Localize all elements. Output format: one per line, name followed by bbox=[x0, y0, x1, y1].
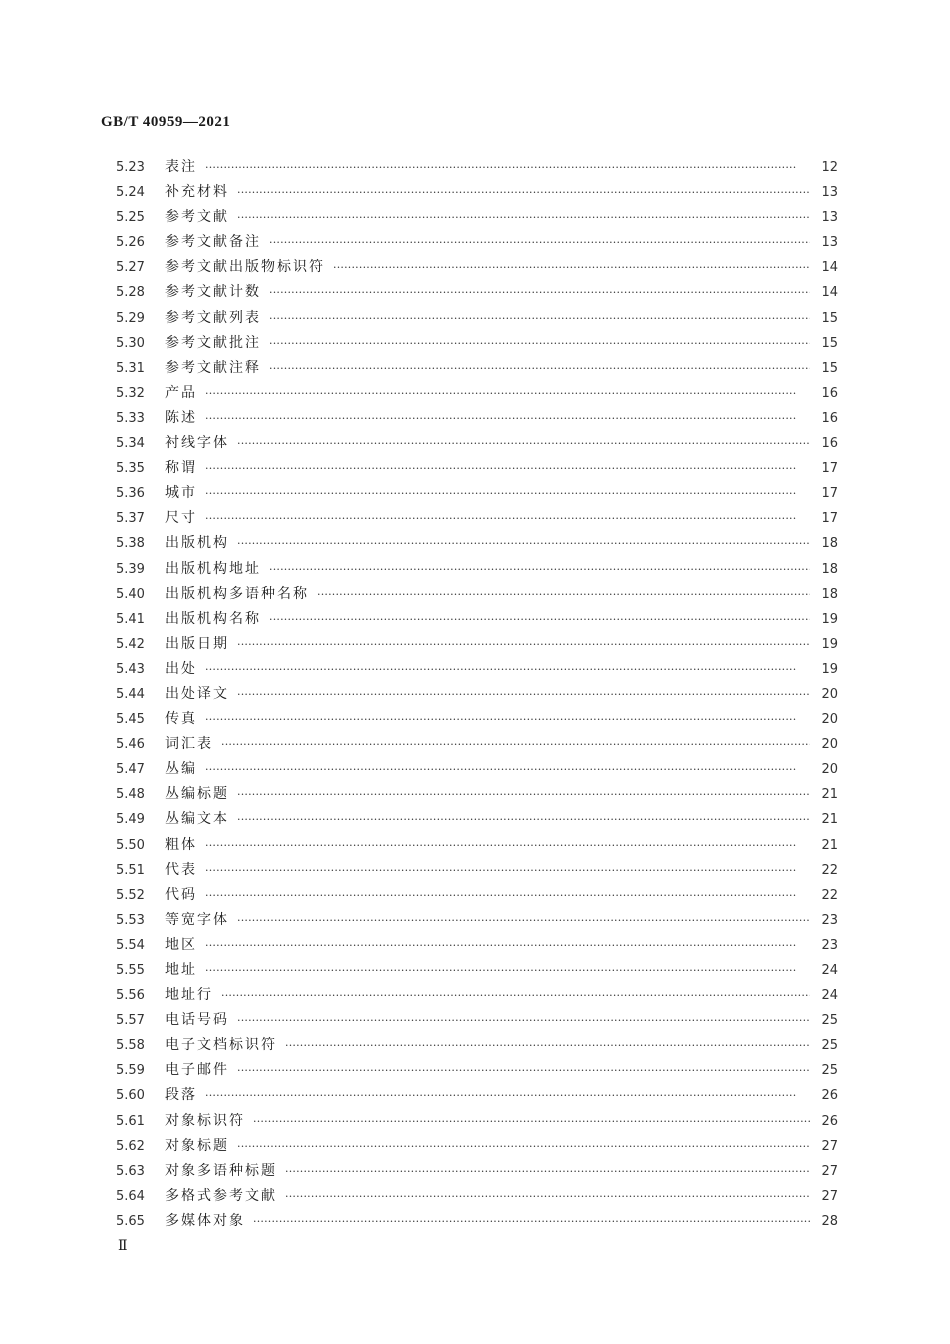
toc-entry-page: 15 bbox=[821, 335, 838, 351]
toc-entry-title: 城市 bbox=[165, 485, 197, 502]
toc-entry-number: 5.61 bbox=[116, 1113, 145, 1129]
toc-entry[interactable] bbox=[116, 732, 838, 757]
toc-entry[interactable] bbox=[116, 757, 838, 782]
toc-entry-page: 16 bbox=[821, 385, 838, 401]
toc-entry-page: 15 bbox=[821, 310, 838, 326]
toc-dot-leader bbox=[269, 607, 810, 632]
toc-entry[interactable] bbox=[116, 331, 838, 356]
toc-entry-number: 5.23 bbox=[116, 160, 145, 175]
toc-entry[interactable] bbox=[116, 1033, 838, 1058]
page-number: Ⅱ bbox=[118, 1239, 128, 1254]
toc-entry-title: 地区 bbox=[165, 936, 197, 953]
toc-entry[interactable] bbox=[116, 1159, 838, 1184]
toc-entry-number: 5.45 bbox=[116, 712, 145, 728]
toc-entry-title: 出处 bbox=[165, 660, 197, 677]
toc-entry-title: 出版机构多语种名称 bbox=[165, 585, 309, 602]
toc-entry[interactable] bbox=[116, 531, 838, 556]
toc-entry[interactable] bbox=[116, 782, 838, 807]
toc-entry-page: 22 bbox=[821, 887, 838, 903]
toc-entry-page: 19 bbox=[821, 661, 838, 677]
toc-entry-title: 参考文献批注 bbox=[165, 334, 261, 351]
toc-entry-title: 地址行 bbox=[165, 987, 213, 1004]
toc-dot-leader bbox=[237, 632, 810, 657]
toc-dot-leader bbox=[237, 1134, 810, 1159]
toc-entry-page: 19 bbox=[821, 636, 838, 652]
toc-entry-title: 段落 bbox=[165, 1087, 197, 1104]
document-header: GB/T 40959—2021 bbox=[101, 114, 231, 130]
toc-entry-number: 5.38 bbox=[116, 536, 145, 552]
toc-entry-title: 参考文献出版物标识符 bbox=[165, 259, 325, 276]
toc-entry-page: 12 bbox=[821, 160, 838, 175]
toc-entry-page: 25 bbox=[821, 1013, 838, 1029]
toc-entry-number: 5.58 bbox=[116, 1038, 145, 1054]
toc-entry-number: 5.25 bbox=[116, 210, 145, 226]
toc-entry-page: 27 bbox=[821, 1138, 838, 1154]
toc-entry[interactable] bbox=[116, 607, 838, 632]
toc-entry[interactable] bbox=[116, 1008, 838, 1033]
toc-dot-leader bbox=[205, 707, 810, 732]
toc-entry-page: 27 bbox=[821, 1188, 838, 1204]
toc-entry-page: 22 bbox=[821, 862, 838, 878]
toc-dot-leader bbox=[269, 331, 810, 356]
toc-entry-number: 5.28 bbox=[116, 285, 145, 301]
toc-dot-leader bbox=[205, 481, 810, 506]
toc-dot-leader bbox=[237, 908, 810, 933]
toc-entry-number: 5.48 bbox=[116, 787, 145, 803]
toc-entry[interactable] bbox=[116, 481, 838, 506]
toc-dot-leader bbox=[205, 933, 810, 958]
toc-entry-number: 5.24 bbox=[116, 185, 145, 201]
toc-dot-leader bbox=[237, 807, 810, 832]
toc-entry-title: 丛编标题 bbox=[165, 786, 229, 803]
toc-entry-page: 24 bbox=[821, 988, 838, 1004]
toc-entry-title: 电话号码 bbox=[165, 1012, 229, 1029]
toc-entry-title: 产品 bbox=[165, 384, 197, 401]
toc-entry-number: 5.57 bbox=[116, 1013, 145, 1029]
toc-entry-page: 17 bbox=[821, 511, 838, 527]
toc-entry[interactable] bbox=[116, 908, 838, 933]
toc-entry-title: 代表 bbox=[165, 861, 197, 878]
toc-entry-title: 等宽字体 bbox=[165, 911, 229, 928]
toc-entry-number: 5.40 bbox=[116, 586, 145, 602]
toc-entry[interactable] bbox=[116, 230, 838, 255]
toc-entry[interactable] bbox=[116, 632, 838, 657]
toc-dot-leader bbox=[269, 306, 810, 331]
toc-entry-number: 5.36 bbox=[116, 486, 145, 502]
toc-entry-page: 20 bbox=[821, 712, 838, 728]
toc-entry-number: 5.50 bbox=[116, 837, 145, 853]
toc-entry-title: 电子文档标识符 bbox=[165, 1037, 277, 1054]
toc-entry[interactable] bbox=[116, 356, 838, 381]
toc-entry-title: 对象标题 bbox=[165, 1137, 229, 1154]
toc-entry-title: 补充材料 bbox=[165, 184, 229, 201]
toc-dot-leader bbox=[221, 732, 810, 757]
toc-entry-page: 17 bbox=[821, 486, 838, 502]
toc-entry-number: 5.53 bbox=[116, 912, 145, 928]
toc-entry[interactable] bbox=[116, 255, 838, 280]
toc-entry-title: 电子邮件 bbox=[165, 1062, 229, 1079]
toc-entry-page: 13 bbox=[821, 185, 838, 201]
toc-entry[interactable] bbox=[116, 582, 838, 607]
toc-entry[interactable] bbox=[116, 958, 838, 983]
toc-dot-leader bbox=[205, 883, 810, 908]
toc-entry-title: 多媒体对象 bbox=[165, 1212, 245, 1229]
toc-entry[interactable] bbox=[116, 858, 838, 883]
toc-entry-number: 5.29 bbox=[116, 310, 145, 326]
toc-entry-page: 21 bbox=[821, 837, 838, 853]
toc-dot-leader bbox=[237, 531, 810, 556]
toc-entry-page: 21 bbox=[821, 787, 838, 803]
toc-entry[interactable] bbox=[116, 180, 838, 205]
toc-entry-title: 对象标识符 bbox=[165, 1112, 245, 1129]
toc-entry-title: 词汇表 bbox=[165, 736, 213, 753]
toc-dot-leader bbox=[285, 1033, 810, 1058]
table-of-contents bbox=[116, 155, 838, 1234]
toc-entry[interactable] bbox=[116, 306, 838, 331]
toc-entry-number: 5.63 bbox=[116, 1163, 145, 1179]
toc-entry-title: 参考文献注释 bbox=[165, 359, 261, 376]
toc-entry-page: 18 bbox=[821, 586, 838, 602]
toc-entry[interactable] bbox=[116, 280, 838, 305]
toc-entry-number: 5.35 bbox=[116, 461, 145, 477]
toc-dot-leader bbox=[269, 280, 810, 305]
toc-dot-leader bbox=[205, 657, 810, 682]
toc-entry-page: 24 bbox=[821, 963, 838, 978]
toc-entry-page: 25 bbox=[821, 1038, 838, 1054]
toc-entry-title: 地址 bbox=[165, 962, 197, 978]
toc-entry[interactable] bbox=[116, 1083, 838, 1108]
toc-entry-page: 17 bbox=[821, 461, 838, 477]
toc-dot-leader bbox=[237, 205, 810, 230]
toc-entry-title: 参考文献列表 bbox=[165, 309, 261, 326]
toc-entry-number: 5.64 bbox=[116, 1188, 145, 1204]
toc-entry-page: 27 bbox=[821, 1163, 838, 1179]
toc-entry[interactable] bbox=[116, 933, 838, 958]
toc-dot-leader bbox=[269, 557, 810, 582]
toc-entry-page: 13 bbox=[821, 235, 838, 251]
toc-entry-number: 5.55 bbox=[116, 963, 145, 978]
toc-entry-page: 18 bbox=[821, 561, 838, 577]
toc-entry-title: 出处译文 bbox=[165, 685, 229, 702]
toc-entry[interactable] bbox=[116, 1184, 838, 1209]
toc-dot-leader bbox=[205, 406, 810, 431]
toc-entry-page: 18 bbox=[821, 536, 838, 552]
toc-entry-page: 19 bbox=[821, 611, 838, 627]
toc-entry-number: 5.42 bbox=[116, 636, 145, 652]
toc-entry-page: 20 bbox=[821, 686, 838, 702]
toc-entry-page: 16 bbox=[821, 410, 838, 426]
toc-dot-leader bbox=[269, 230, 810, 255]
toc-dot-leader bbox=[205, 506, 810, 531]
toc-dot-leader bbox=[285, 1184, 810, 1209]
toc-entry-number: 5.34 bbox=[116, 436, 145, 452]
toc-entry-number: 5.49 bbox=[116, 812, 145, 828]
toc-entry-page: 16 bbox=[821, 436, 838, 452]
toc-entry-title: 陈述 bbox=[165, 409, 197, 426]
toc-entry-title: 代码 bbox=[165, 886, 197, 903]
toc-entry[interactable] bbox=[116, 807, 838, 832]
toc-dot-leader bbox=[205, 155, 810, 180]
toc-dot-leader bbox=[221, 983, 810, 1008]
toc-entry-title: 出版日期 bbox=[165, 635, 229, 652]
toc-entry[interactable] bbox=[116, 833, 838, 858]
toc-entry[interactable] bbox=[116, 883, 838, 908]
toc-entry-page: 15 bbox=[821, 360, 838, 376]
toc-entry-number: 5.33 bbox=[116, 410, 145, 426]
toc-entry-page: 14 bbox=[821, 260, 838, 276]
toc-entry-title: 出版机构名称 bbox=[165, 610, 261, 627]
toc-entry-number: 5.32 bbox=[116, 385, 145, 401]
toc-entry-title: 表注 bbox=[165, 159, 197, 175]
toc-entry[interactable] bbox=[116, 506, 838, 531]
toc-entry-number: 5.52 bbox=[116, 887, 145, 903]
toc-entry-title: 衬线字体 bbox=[165, 435, 229, 452]
toc-entry[interactable] bbox=[116, 983, 838, 1008]
toc-dot-leader bbox=[205, 833, 810, 858]
toc-entry-title: 称谓 bbox=[165, 460, 197, 477]
toc-entry[interactable] bbox=[116, 1209, 838, 1234]
toc-entry-number: 5.51 bbox=[116, 862, 145, 878]
toc-entry-page: 14 bbox=[821, 285, 838, 301]
toc-entry[interactable] bbox=[116, 155, 838, 180]
toc-entry-page: 28 bbox=[821, 1213, 838, 1229]
toc-entry[interactable] bbox=[116, 1134, 838, 1159]
toc-entry-page: 21 bbox=[821, 812, 838, 828]
toc-dot-leader bbox=[237, 1058, 810, 1083]
toc-entry-page: 26 bbox=[821, 1113, 838, 1129]
toc-entry[interactable] bbox=[116, 1058, 838, 1083]
toc-entry-page: 26 bbox=[821, 1088, 838, 1104]
toc-entry-number: 5.62 bbox=[116, 1138, 145, 1154]
toc-dot-leader bbox=[253, 1109, 810, 1134]
toc-dot-leader bbox=[205, 456, 810, 481]
toc-entry-title: 出版机构地址 bbox=[165, 560, 261, 577]
toc-entry-number: 5.54 bbox=[116, 937, 145, 953]
toc-entry[interactable] bbox=[116, 456, 838, 481]
toc-entry-title: 出版机构 bbox=[165, 535, 229, 552]
toc-entry-number: 5.27 bbox=[116, 260, 145, 276]
toc-dot-leader bbox=[237, 682, 810, 707]
toc-entry[interactable] bbox=[116, 431, 838, 456]
toc-entry[interactable] bbox=[116, 1109, 838, 1134]
toc-entry-page: 23 bbox=[821, 937, 838, 953]
toc-dot-leader bbox=[317, 582, 810, 607]
toc-dot-leader bbox=[205, 1083, 810, 1108]
toc-entry-page: 25 bbox=[821, 1063, 838, 1079]
toc-entry-number: 5.39 bbox=[116, 561, 145, 577]
toc-entry-number: 5.60 bbox=[116, 1088, 145, 1104]
toc-entry-title: 多格式参考文献 bbox=[165, 1187, 277, 1204]
toc-entry-title: 参考文献计数 bbox=[165, 284, 261, 301]
toc-entry-page: 13 bbox=[821, 210, 838, 226]
toc-dot-leader bbox=[253, 1209, 810, 1234]
toc-entry[interactable] bbox=[116, 682, 838, 707]
toc-entry[interactable] bbox=[116, 557, 838, 582]
toc-entry[interactable] bbox=[116, 381, 838, 406]
toc-entry[interactable] bbox=[116, 205, 838, 230]
toc-dot-leader bbox=[237, 1008, 810, 1033]
toc-entry-title: 参考文献备注 bbox=[165, 234, 261, 251]
toc-entry-title: 传真 bbox=[165, 711, 197, 728]
toc-entry-title: 尺寸 bbox=[165, 510, 197, 527]
toc-entry-number: 5.47 bbox=[116, 762, 145, 778]
toc-entry[interactable] bbox=[116, 406, 838, 431]
toc-entry-number: 5.44 bbox=[116, 686, 145, 702]
toc-entry-number: 5.43 bbox=[116, 661, 145, 677]
toc-entry-page: 23 bbox=[821, 912, 838, 928]
toc-dot-leader bbox=[333, 255, 810, 280]
toc-entry-number: 5.46 bbox=[116, 737, 145, 753]
toc-entry-number: 5.26 bbox=[116, 235, 145, 251]
toc-entry-page: 20 bbox=[821, 762, 838, 778]
toc-dot-leader bbox=[205, 381, 810, 406]
toc-dot-leader bbox=[237, 782, 810, 807]
toc-dot-leader bbox=[269, 356, 810, 381]
toc-entry-title: 参考文献 bbox=[165, 209, 229, 226]
toc-entry-title: 粗体 bbox=[165, 836, 197, 853]
toc-dot-leader bbox=[237, 180, 810, 205]
toc-entry-number: 5.56 bbox=[116, 988, 145, 1004]
toc-entry-number: 5.37 bbox=[116, 511, 145, 527]
toc-entry-page: 20 bbox=[821, 737, 838, 753]
toc-entry-number: 5.65 bbox=[116, 1213, 145, 1229]
toc-entry-title: 对象多语种标题 bbox=[165, 1162, 277, 1179]
toc-entry-number: 5.59 bbox=[116, 1063, 145, 1079]
toc-entry-number: 5.30 bbox=[116, 335, 145, 351]
toc-entry-title: 丛编 bbox=[165, 761, 197, 778]
toc-dot-leader bbox=[205, 958, 810, 983]
toc-entry[interactable] bbox=[116, 657, 838, 682]
toc-dot-leader bbox=[205, 757, 810, 782]
toc-dot-leader bbox=[205, 858, 810, 883]
toc-entry-number: 5.41 bbox=[116, 611, 145, 627]
toc-entry[interactable] bbox=[116, 707, 838, 732]
toc-dot-leader bbox=[237, 431, 810, 456]
toc-dot-leader bbox=[285, 1159, 810, 1184]
toc-entry-number: 5.31 bbox=[116, 360, 145, 376]
toc-entry-title: 丛编文本 bbox=[165, 811, 229, 828]
